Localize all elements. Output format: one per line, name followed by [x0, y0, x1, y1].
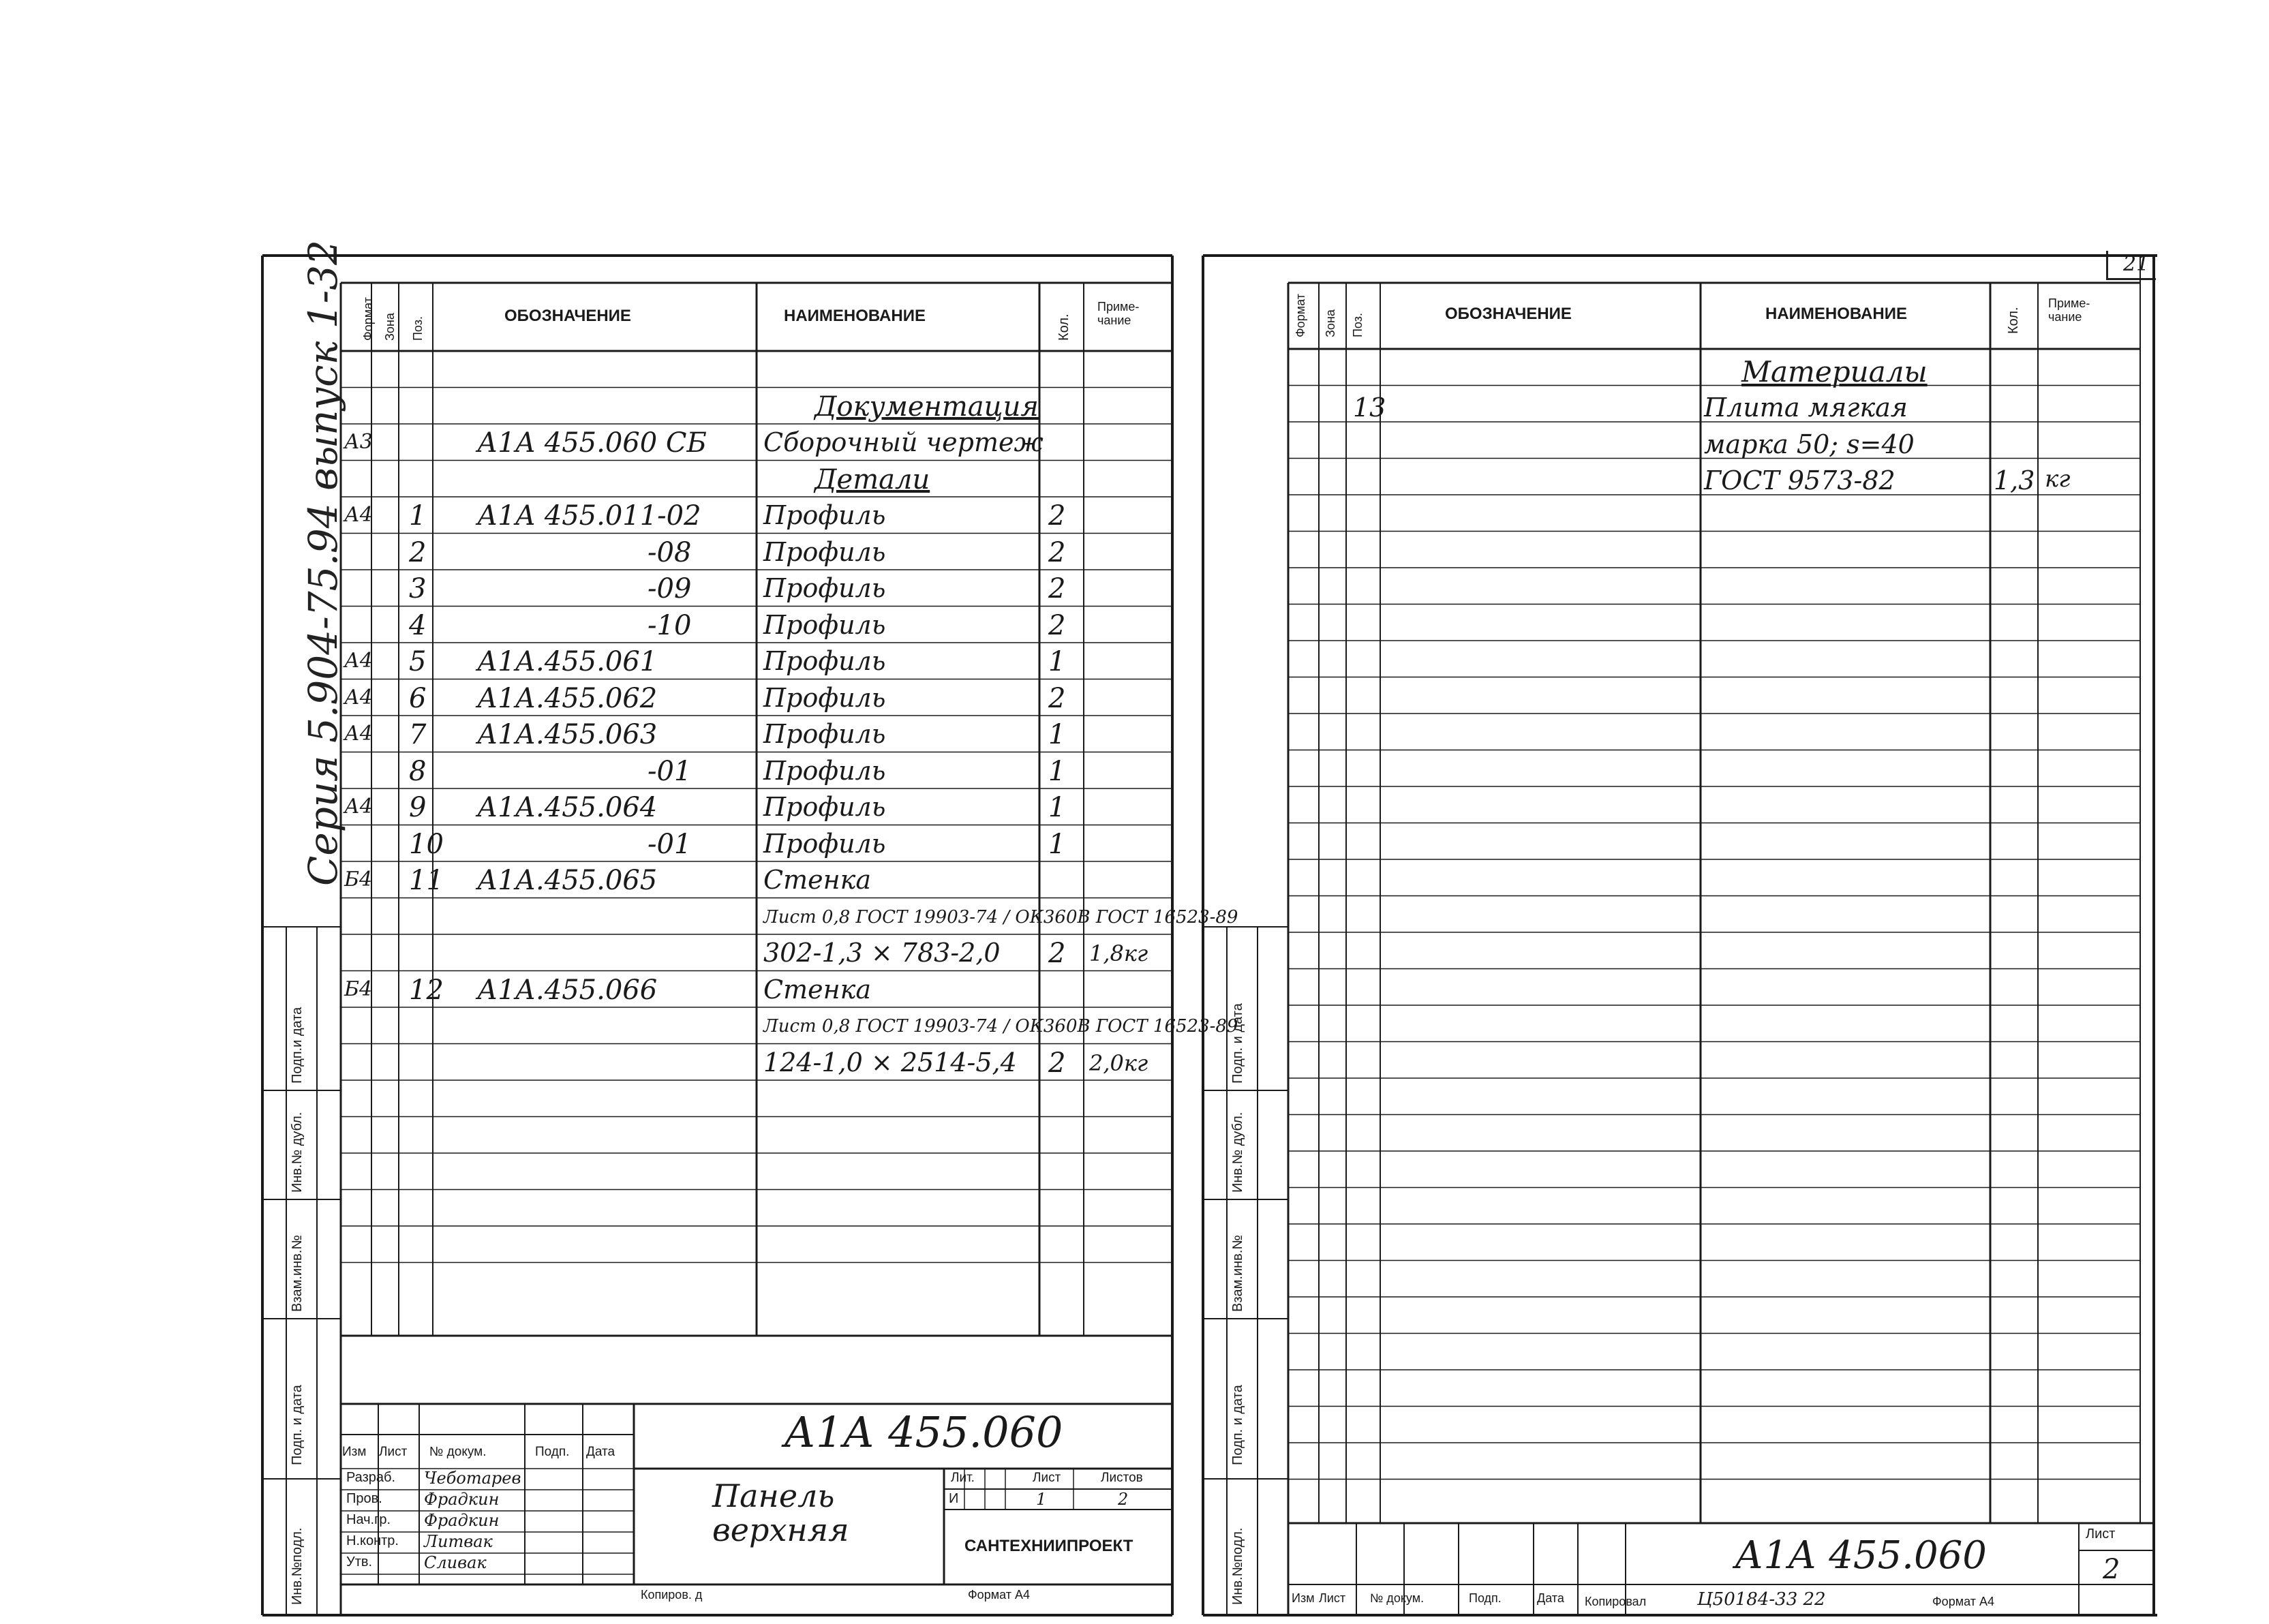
cell-name: Профиль: [763, 792, 886, 822]
header-designation: ОБОЗНАЧЕНИЕ: [504, 307, 631, 325]
cell-format: А4: [344, 649, 373, 673]
header-pos: Поз.: [411, 316, 425, 341]
cell-designation: -01: [648, 828, 692, 860]
cell-qty: 1: [1048, 755, 1066, 787]
cell-format: А4: [344, 685, 373, 709]
cell-note: 1,8кг: [1089, 940, 1148, 966]
strip-podp-data-2: Подп.и дата: [290, 1007, 305, 1084]
role-label: Н.контр.: [346, 1533, 399, 1548]
cell-name: Профиль: [763, 500, 886, 530]
strip-podp-data-2: Подп. и дата: [1230, 1003, 1245, 1084]
col-izm: Изм: [1292, 1591, 1315, 1605]
col-sign: Подп.: [1469, 1591, 1502, 1605]
cell-pos: 12: [409, 974, 444, 1006]
col-doc: № докум.: [1370, 1591, 1425, 1605]
format-label: Формат А4: [968, 1588, 1030, 1602]
cell-name: Профиль: [763, 536, 886, 567]
title-doc-number: А1А 455.060: [1735, 1533, 1987, 1578]
cell-qty: 2: [1048, 1047, 1066, 1079]
header-name: НАИМЕНОВАНИЕ: [1765, 305, 1907, 323]
sheet-value: 1: [1036, 1490, 1047, 1509]
cell-qty: 1,3: [1994, 465, 2035, 495]
cell-pos: 5: [409, 646, 427, 677]
cell-pos: 13: [1353, 393, 1386, 423]
sheet-value: 2: [2103, 1554, 2120, 1585]
role-label: Разраб.: [346, 1470, 396, 1485]
cell-designation: А1А 455.011-02: [477, 500, 701, 532]
col-sign: Подп.: [535, 1445, 570, 1459]
cell-pos: 6: [409, 682, 427, 714]
header-format: Формат: [361, 297, 375, 341]
cell-pos: 4: [409, 609, 427, 641]
cell-name: Профиль: [763, 646, 886, 676]
cell-format: А3: [344, 430, 373, 454]
cell-name: Сборочный чертеж: [763, 427, 1044, 457]
section-title: Материалы: [1741, 354, 1928, 388]
sheet-label: Лист: [2086, 1527, 2116, 1542]
header-qty: Кол.: [2006, 307, 2021, 334]
copied-label: Копировал: [1585, 1595, 1647, 1608]
strip-inv-dubl: Инв.№ дубл.: [290, 1112, 305, 1193]
cell-designation: А1А.455.062: [477, 682, 658, 714]
page-number-text: 21: [2123, 252, 2150, 276]
header-format: Формат: [1294, 294, 1307, 337]
cell-designation: А1А.455.064: [477, 792, 658, 823]
header-zone: Зона: [383, 313, 397, 341]
cell-qty: 2: [1048, 682, 1066, 714]
cell-qty: 2: [1048, 609, 1066, 641]
col-doc: № докум.: [429, 1445, 487, 1459]
cell-note: кг: [2045, 465, 2071, 493]
strip-vzam-inv: Взам.инв.№: [290, 1235, 305, 1312]
cell-pos: 8: [409, 755, 427, 787]
cell-designation: -08: [648, 536, 692, 568]
title-doc-number: А1А 455.060: [784, 1407, 1063, 1457]
role-label: Пров.: [346, 1491, 382, 1506]
stamp-text: Ц50184-33 22: [1697, 1589, 1826, 1610]
cell-name: марка 50; s=40: [1704, 429, 1915, 459]
cell-name: Профиль: [763, 609, 886, 640]
cell-designation: -09: [648, 573, 692, 604]
cell-name: Профиль: [763, 755, 886, 786]
role-name: Чеботарев: [424, 1469, 521, 1488]
cell-designation: А1А.455.061: [477, 646, 658, 677]
header-name: НАИМЕНОВАНИЕ: [784, 307, 926, 325]
title-name: Панель верхняя: [712, 1477, 849, 1548]
cell-pos: 1: [409, 500, 427, 532]
cell-pos: 9: [409, 792, 427, 823]
cell-format: Б4: [344, 868, 373, 891]
cell-qty: 2: [1048, 938, 1066, 969]
cell-qty: 1: [1048, 792, 1066, 823]
cell-name: Профиль: [763, 573, 886, 603]
cell-qty: 2: [1048, 536, 1066, 568]
sheets-label: Листов: [1101, 1471, 1143, 1485]
header-pos: Поз.: [1351, 313, 1365, 337]
section-title: Детали: [814, 463, 930, 495]
header-note: Приме-чание: [2048, 296, 2090, 324]
cell-qty: 1: [1048, 646, 1066, 677]
cell-name: ГОСТ 9573-82: [1704, 465, 1895, 495]
header-note: Приме-чание: [1097, 300, 1140, 327]
strip-inv-podl: Инв.№подл.: [290, 1527, 305, 1605]
cell-designation: А1А.455.065: [477, 865, 658, 896]
cell-name: Стенка: [763, 865, 871, 895]
cell-designation: А1А 455.060 СБ: [477, 427, 707, 459]
cell-format: А4: [344, 722, 373, 746]
cell-name: Лист 0,8 ГОСТ 19903-74 / ОК360В ГОСТ 16523-89: [763, 1016, 1238, 1037]
cell-pos: 2: [409, 536, 427, 568]
role-label: Утв.: [346, 1554, 373, 1569]
sheets-value: 2: [1118, 1490, 1129, 1509]
role-label: Нач.гр.: [346, 1512, 391, 1527]
cell-pos: 10: [409, 828, 444, 860]
col-izm: Изм: [342, 1445, 367, 1459]
binding-strip-label: Серия 5.904-75.94 выпуск 1-32: [300, 240, 346, 886]
col-date: Дата: [1537, 1591, 1564, 1605]
cell-qty: 2: [1048, 500, 1066, 532]
col-list: Лист: [379, 1445, 408, 1459]
cell-format: А4: [344, 503, 373, 527]
cell-name: Профиль: [763, 828, 886, 859]
cell-designation: А1А.455.063: [477, 719, 658, 750]
lit-value: И: [949, 1491, 959, 1506]
copied-label: Копиров. д: [641, 1588, 703, 1602]
title-org: САНТЕХНИИПРОЕКТ: [964, 1537, 1133, 1555]
cell-pos: 3: [409, 573, 427, 604]
cell-qty: 1: [1048, 828, 1066, 860]
cell-designation: -10: [648, 609, 692, 641]
cell-qty: 2: [1048, 573, 1066, 604]
cell-format: Б4: [344, 977, 373, 1001]
role-name: Сливак: [424, 1553, 487, 1572]
cell-name: Плита мягкая: [1704, 393, 1908, 423]
header-qty: Кол.: [1056, 313, 1071, 341]
format-label: Формат А4: [1932, 1595, 1994, 1608]
cell-note: 2,0кг: [1089, 1050, 1148, 1076]
cell-name: Профиль: [763, 682, 886, 713]
cell-format: А4: [344, 795, 373, 818]
role-name: Литвак: [424, 1532, 493, 1551]
strip-podp-data: Подп. и дата: [290, 1385, 305, 1465]
cell-name: Лист 0,8 ГОСТ 19903-74 / ОК360В ГОСТ 16523-89: [763, 906, 1238, 928]
header-zone: Зона: [1324, 309, 1337, 337]
role-name: Фрадкин: [424, 1511, 500, 1530]
cell-name: 302-1,3 × 783-2,0: [763, 938, 1001, 968]
cell-qty: 1: [1048, 719, 1066, 750]
header-designation: ОБОЗНАЧЕНИЕ: [1445, 305, 1572, 323]
sheet-label: Лист: [1033, 1471, 1061, 1485]
cell-pos: 7: [409, 719, 427, 750]
strip-vzam-inv: Взам.инв.№: [1230, 1235, 1245, 1312]
cell-pos: 11: [409, 865, 444, 896]
col-list: Лист: [1319, 1591, 1346, 1605]
strip-podp-data: Подп. и дата: [1230, 1385, 1245, 1465]
col-date: Дата: [586, 1445, 615, 1459]
strip-inv-podl: Инв.№подл.: [1230, 1527, 1245, 1605]
section-title: Документация: [814, 390, 1039, 423]
cell-name: 124-1,0 × 2514-5,4: [763, 1047, 1017, 1077]
strip-inv-dubl: Инв.№ дубл.: [1230, 1112, 1245, 1193]
cell-designation: А1А.455.066: [477, 974, 658, 1006]
cell-name: Стенка: [763, 974, 871, 1005]
cell-name: Профиль: [763, 719, 886, 749]
role-name: Фрадкин: [424, 1490, 500, 1509]
lit-label: Лит.: [951, 1471, 975, 1485]
cell-designation: -01: [648, 755, 692, 787]
